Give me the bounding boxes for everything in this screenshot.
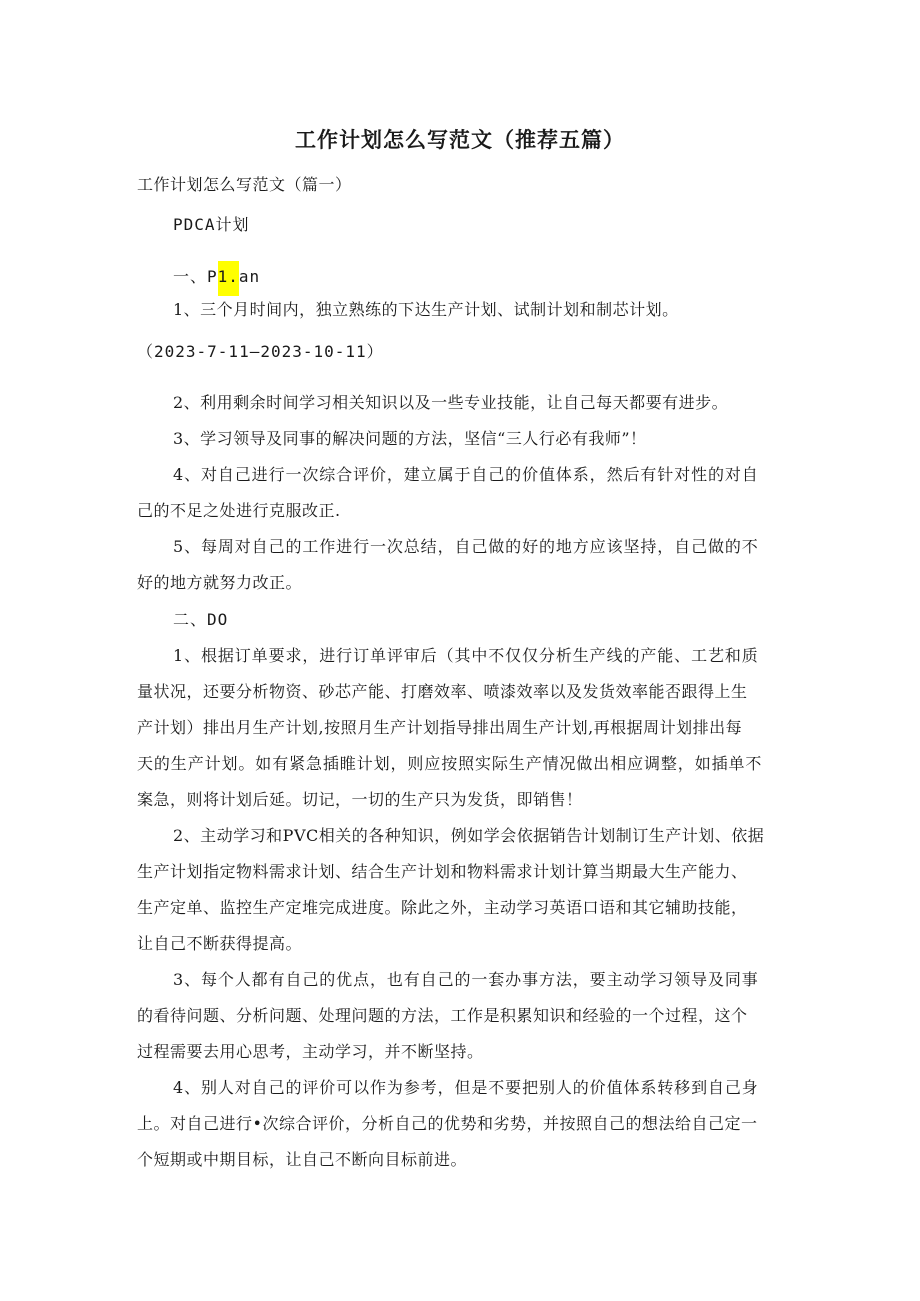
section-heading: 工作计划怎么写范文（篇一） (137, 175, 352, 194)
do-heading: 二、DO (173, 610, 229, 629)
paragraph-line: 产计划）排出月生产计划,按照月生产计划指导排出周生产计划,再根据周计划排出每 (137, 718, 743, 737)
plan-heading (173, 261, 260, 296)
highlighted-text: 1. (218, 261, 239, 296)
pdca-heading: PDCA计划 (173, 215, 250, 234)
paragraph-line: 5、每周对自己的工作进行一次总结，自己做的好的地方应该坚持，自己做的不 (173, 537, 759, 556)
paragraph-line: 天的生产计划。如有紧急插睢计划，则应按照实际生产情况做出相应调整，如插单不 (137, 754, 763, 773)
paragraph-line: 4、对自己进行一次综合评价，建立属于自己的价值体系，然后有针对性的对自 (173, 465, 759, 484)
date-range: （2023-7-11—2023-10-11） (137, 342, 384, 361)
plan-prefix: 一、P (173, 267, 218, 286)
document-title: 工作计划怎么写范文（推荐五篇） (295, 128, 625, 152)
paragraph-line: 量状况，还要分析物资、砂芯产能、打磨效率、喷漆效率以及发货效率能否跟得上生 (137, 682, 748, 701)
paragraph-line: 1、根据订单要求，进行订单评审后（其中不仅仅分析生产线的产能、工艺和质 (173, 646, 759, 665)
plan-suffix: an (238, 267, 261, 286)
paragraph-line: 1、三个月时间内，独立熟练的下达生产计划、试制计划和制芯计划。 (173, 300, 679, 319)
paragraph-line: 让自己不断获得提高。 (137, 934, 303, 953)
paragraph-line: 好的地方就努力改正。 (137, 573, 303, 592)
paragraph-line: 2、利用剩余时间学习相关知识以及一些专业技能，让自己每天都要有进步。 (173, 393, 729, 412)
paragraph-line: 己的不足之处进行克服改正. (137, 501, 341, 520)
paragraph-line: 生产定单、监控生产定堆完成进度。除此之外，主动学习英语口语和其它辅助技能， (137, 898, 748, 917)
paragraph-line: 过程需要去用心思考，主动学习，并不断坚持。 (137, 1042, 484, 1061)
paragraph-line: 3、每个人都有自己的优点，也有自己的一套办事方法，要主动学习领导及同事 (173, 970, 759, 989)
paragraph-line: 3、学习领导及同事的解决问题的方法，坚信“三人行必有我师”！ (173, 429, 647, 448)
paragraph-line: 的看待问题、分析问题、处理问题的方法，工作是积累知识和经验的一个过程，这个 (137, 1006, 748, 1025)
paragraph-line: 2、主动学习和PVC相关的各种知识，例如学会依据销告计划制订生产计划、依据 (173, 826, 765, 845)
paragraph-line: 案急，则将计划后延。切记，一切的生产只为发货，即销售！ (137, 790, 583, 809)
paragraph-line: 4、别人对自己的评价可以作为参考，但是不要把别人的价值体系转移到自己身 (173, 1078, 759, 1097)
paragraph-line: 个短期或中期目标，让自己不断向目标前进。 (137, 1150, 468, 1169)
paragraph-line: 生产计划指定物料需求计划、结合生产计划和物料需求计划计算当期最大生产能力、 (137, 862, 748, 881)
paragraph-line: 上。对自己进行•次综合评价，分析自己的优势和劣势，并按照自己的想法给自己定一 (137, 1114, 758, 1133)
